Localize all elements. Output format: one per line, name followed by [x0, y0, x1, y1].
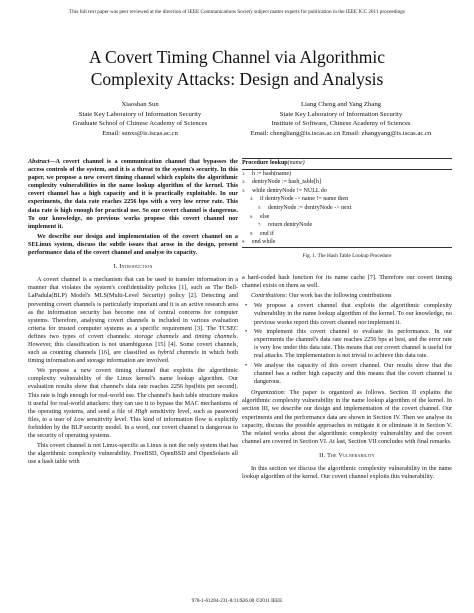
algorithm-lines — [242, 170, 452, 248]
algorithm-line — [242, 221, 452, 230]
algorithm-line — [242, 187, 452, 196]
intro-paragraph-2: We propose a new covert timing channel that exploits the algorithmic complexity vulnerability of the Linux kernel's name lookup algorithm. Our evaluation results show that channel's data rate reaches 2256 bps(bits per second). This rate is high enough for real-world use. The channel's hash table structure makes it useful for real-world attackers: they can use it to bypass the MAC mechanisms of the operating systems, and send a file of High sensitivity level, such as password files, to a user of Low sensitivity level. This kind of information flow is explicitly forbidden by the BLP security model. In a word, our covert channel is dangerous to the security of operating systems. — [28, 367, 238, 439]
algorithm-line — [242, 204, 452, 213]
algorithm-line — [242, 195, 452, 204]
line-number: 7: — [258, 222, 262, 228]
vulnerability-paragraph-1: In this section we discuss the algorithmic complexity vulnerability in the name lookup algorithm of the kernel. Our covert channel exploits this vulnerability. — [242, 465, 452, 481]
section-heading-vulnerability: II. The Vulnerability — [319, 451, 375, 459]
left-column — [28, 158, 238, 468]
author-affiliation: State Key Laboratory of Information Security — [78, 110, 202, 118]
list-item: • We analyse the capacity of this covert channel. Our results show that the channel has a rather high capacity and this means that the covert channel is dangerous. — [242, 362, 452, 386]
abstract-text-2: We describe our design and implementation of the covert channel on a SELinux system, discuss the subtle issues that arose in the design, present performance data of the covert channel and analyse its capacity. — [28, 232, 238, 257]
algorithm-line — [242, 170, 452, 179]
algorithm-line — [242, 238, 452, 248]
line-text: dentryNode := dentryNode -> next — [268, 204, 352, 211]
author-block-1 — [40, 100, 240, 138]
page-footer: 978-1-61284-231-8/11/$26.00 ©2011 IEEE — [191, 598, 283, 604]
author-email: Email: chengliang@is.iscas.ac.cn Email: zhangyang@is.iscas.ac.cn — [250, 129, 432, 137]
line-text: return dentryNode — [268, 222, 313, 229]
author-name: Xiaoshan Sun — [121, 101, 159, 108]
author-email: Email: sunxs@is.iscas.ac.cn — [102, 129, 178, 137]
contributions-intro: Contributions: Our work has the following contributions — [251, 292, 392, 300]
line-number: 8: — [250, 230, 254, 236]
line-number: 5: — [258, 204, 262, 210]
organization-label: Organization: — [251, 389, 286, 397]
algorithm-line — [242, 178, 452, 187]
abstract-label: Abstract — [28, 158, 50, 165]
author-name: Liang Cheng and Yang Zhang — [300, 101, 382, 108]
line-number: 4: — [250, 196, 254, 202]
line-text: dentryNode := hash_table[h] — [252, 179, 322, 186]
author-affiliation: Institute of Software, Chinese Academy of Sciences — [271, 120, 411, 128]
line-text: while dentryNode != NULL do — [252, 187, 327, 194]
right-column — [242, 158, 452, 483]
algorithm-title: Procedure lookup(name) — [242, 158, 452, 170]
line-number: 6: — [250, 213, 254, 219]
figure-caption: Fig. 1. The Hash Table Lookup Procedure — [302, 252, 392, 259]
line-number: 3: — [242, 187, 246, 193]
line-text: h := hash(name) — [252, 170, 292, 177]
section-heading-introduction: I. Introduction — [113, 263, 153, 271]
intro-paragraph-1: A covert channel is a mechanism that can be used to transfer information in a manner that violates the system's confidentiality policies [1], such as The Bell-LaPadula(BLP) Model's MLS(Multi-Level Security) policy [2]. Detecting and preventing covert channels is particularly important and it is an active research area as the information security has become one of central concerns for computer systems. Therefore, analysing covert channels is included in various evaluation criteria for trusted computer systems as a specific requirement [3]. The TCSEC defines two types of covert channels: storage channels and timing channels. However, this classification is not unambiguous [15] [4]. Some covert channels, such as counting channels [16], are classified as hybrid channels in which both timing information and storage information are involved. — [28, 276, 239, 365]
line-number: 9: — [242, 239, 246, 245]
author-affiliation: State Key Laboratory of Information Security — [279, 110, 403, 118]
contributions-label: Contributions: — [251, 292, 288, 300]
line-text: else — [260, 213, 270, 220]
title-line-1: A Covert Timing Channel via Algorithmic — [88, 47, 386, 67]
algorithm-line — [242, 230, 452, 239]
intro-paragraph-3: This covert channel is not Linux-specific as Linux is not the only system that has the algorithmic complexity vulnerability. FreeBSD, OpenBSD and OpenSolaris all use a hash table with — [28, 442, 238, 466]
title-line-2: Complexity Attacks: Design and Analysis — [90, 69, 384, 89]
algorithm-lookup — [242, 158, 452, 248]
abstract — [28, 158, 238, 257]
right-paragraph-1: a hard-coded hash function for its name cache [7]. Therefore our covert timing channel exists on them as well. — [242, 274, 452, 290]
line-text: end if — [260, 230, 274, 237]
algorithm-line — [242, 213, 452, 222]
author-block-2 — [236, 100, 446, 138]
header-note: This full text paper was peer reviewed at the direction of IEEE Communications Society subject matter experts for publication in the IEEE ICC 2011 proceedings — [69, 9, 405, 15]
line-number: 1: — [242, 170, 246, 176]
paper-title — [0, 46, 474, 90]
list-item: • We propose a covert channel that exploits the algorithmic complexity vulnerability in the name lookup algorithm of the kernel. To our knowledge, no previous works report this covert channel nor implement it. — [242, 302, 452, 326]
contributions-list — [242, 302, 452, 386]
line-text: if dentryNode -> name != name then — [260, 196, 349, 203]
organization-paragraph: Organization: The paper is organized as follows. Section II explains the algorithmic complexity vulnerability in the name lookup algorithm of the kernel. In section III, we describe our design and implementation of the covert channel. Our experiments and the performance data are shown in Section IV. Then we analyse its capacity, discuss the possible approaches to mitigate it or eliminate it in Section V. The related works about the algorithmic complexity vulnerability and the covert channel are covered in Section VI. At last, Section VII concludes with final remarks. — [242, 389, 452, 445]
line-number: 2: — [242, 179, 246, 185]
abstract-text: —A covert channel is a communication channel that bypasses the access controls of the system, and it is a threat to the system's security. In this paper, we propose a new covert timing channel which exploits the algorithmic complexity vulnerabilities in the name lookup algorithm of the kernel. This covert channel has a high capacity and it is practically exploitable. In our experiments, the data rate reaches 2256 bps with a very low error rate. This data rate is high enough for practical use. So our covert channel is dangerous. To our knowledge, no previous works propose this covert channel nor implement it. — [28, 158, 238, 230]
line-text: end while — [252, 239, 276, 246]
author-affiliation: Graduate School of Chinese Academy of Sciences — [72, 120, 208, 128]
list-item: • We implement this covert channel to evaluate its performance. In our experiments the channel's data rate reaches 2256 bps at best, and the error rate is very low under this data rate. This means that our covert channel is useful for real attacks. The implementation is not trivial to achieve this data rate. — [242, 328, 452, 360]
